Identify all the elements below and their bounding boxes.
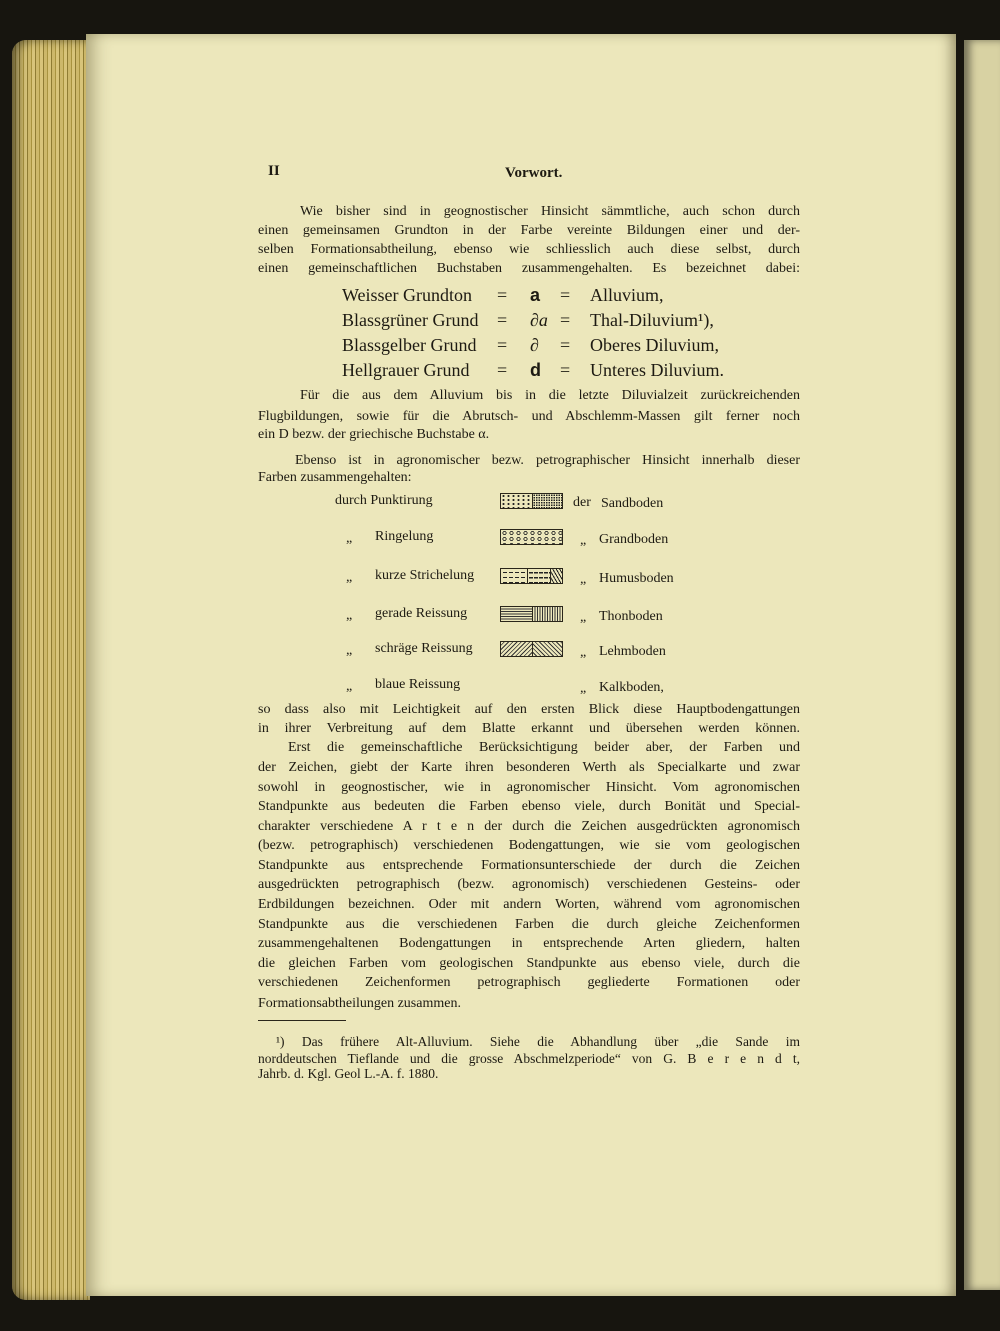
legend-label: durch Punktirung — [335, 493, 433, 508]
paragraph1-line: einen gemeinschaftlichen Buchstaben zusammengehalten. Es bezeichnet dabei: — [258, 261, 800, 276]
legend-result: Thonboden — [599, 609, 663, 624]
paragraph5-line: Standpunkte aus bedeuten die Farben ebenso viele, durch Bonität und Special- — [258, 799, 800, 814]
footnote-line: Jahrb. d. Kgl. Geol L.-A. f. 1880. — [258, 1066, 439, 1081]
next-page-edge — [964, 40, 1000, 1290]
pattern-part — [533, 642, 563, 656]
legend-result: Kalkboden, — [599, 680, 664, 695]
paragraph1-line: selben Formationsabtheilung, ebenso wie schliesslich auch diese selbst, durch — [258, 242, 800, 257]
paragraph5-line: verschiedenen Zeichenformen petrographisch gegliederte Formationen oder — [258, 975, 800, 990]
paragraph2-line: Für die aus dem Alluvium bis in die letzte Diluvialzeit zurückreichenden — [300, 388, 800, 403]
legend-label: gerade Reissung — [375, 606, 468, 621]
legend-result-prefix: „ — [580, 572, 587, 587]
legend-result-prefix: „ — [580, 533, 587, 548]
paragraph4-line: so dass also mit Leichtigkeit auf den ersten Blick diese Hauptbodengattungen — [258, 702, 800, 717]
paragraph5-line: ausgedrückten petrographisch (bezw. agronomisch) verschiedenen Gesteins- oder — [258, 877, 800, 892]
ditto-mark: „ — [346, 679, 353, 694]
pattern-part — [501, 569, 528, 583]
formula-result: Oberes Diluvium, — [590, 335, 719, 355]
paragraph1-line: einen gemeinsamen Grundton in der Farbe vereinte Bildungen einer und der- — [258, 223, 800, 238]
formula-result: Alluvium, — [590, 285, 664, 305]
pattern-part — [528, 569, 551, 583]
legend-result: Lehmboden — [599, 644, 666, 659]
formula-result: Unteres Diluvium. — [590, 360, 724, 380]
pattern-part — [501, 642, 533, 656]
legend-result: Grandboden — [599, 532, 669, 547]
formula-symbol: d — [530, 360, 541, 380]
legend-result: Humusboden — [599, 571, 674, 586]
paragraph5-line: der Zeichen, giebt der Karte ihren besonderen Werth als Specialkarte und zwar — [258, 760, 800, 775]
formula-symbol: ∂ — [530, 335, 539, 355]
paragraph5-line: charakter verschiedene A r t e n der durch die Zeichen ausgedrückten agronomisch — [258, 819, 800, 834]
equals-sign: = — [560, 335, 571, 355]
paragraph5-line: Standpunkte aus die verschiedenen Farben die durch gleiche Zeichenformen — [258, 917, 800, 932]
pattern-part — [533, 494, 563, 508]
equals-sign: = — [560, 310, 571, 330]
paragraph2-line: Flugbildungen, sowie für die Abrutsch- und Abschlemm-Massen gilt ferner noch — [258, 409, 800, 424]
legend-result: Sandboden — [601, 496, 664, 511]
footnote-rule — [258, 1020, 346, 1021]
legend-result-prefix: „ — [580, 610, 587, 625]
legend-label: blaue Reissung — [375, 677, 461, 692]
sand-pattern-swatch — [500, 493, 563, 509]
legend-result-prefix: „ — [580, 681, 587, 696]
page-title: Vorwort. — [505, 165, 563, 181]
equals-sign: = — [497, 360, 508, 380]
ditto-mark: „ — [346, 570, 353, 585]
pattern-part — [533, 607, 563, 621]
equals-sign: = — [560, 285, 571, 305]
grand-pattern-swatch — [500, 529, 563, 545]
paragraph5-line: sowohl in geognostischer, wie in agronomischer Hinsicht. Vom agronomischen — [258, 780, 800, 795]
legend-label: Ringelung — [375, 529, 434, 544]
paragraph5-line: zusammengehaltenen Bodengattungen in entsprechende Arten gliedern, halten — [258, 936, 800, 951]
paragraph5-line: Formationsabtheilungen zusammen. — [258, 996, 461, 1011]
legend-label: kurze Strichelung — [375, 568, 475, 583]
ditto-mark: „ — [346, 643, 353, 658]
footnote-line: norddeutschen Tieflande und die grosse Abschmelzperiode“ von G. B e r e n d t, — [258, 1051, 800, 1066]
pattern-part — [501, 607, 533, 621]
equals-sign: = — [497, 285, 508, 305]
humus-pattern-swatch — [500, 568, 563, 584]
formula-name: Blassgelber Grund — [342, 335, 477, 355]
equals-sign: = — [497, 310, 508, 330]
formula-symbol: ∂a — [530, 310, 548, 330]
formula-symbol: a — [530, 285, 541, 305]
paragraph5-line: Erst die gemeinschaftliche Berücksichtigung beider aber, der Farben und — [288, 740, 800, 755]
paragraph5-line: Erdbildungen bezeichnen. Oder mit andern Worten, während vom agronomischen — [258, 897, 800, 912]
paragraph4-line: in ihrer Verbreitung auf dem Blatte erkannt und übersehen werden können. — [258, 721, 800, 736]
pattern-part — [551, 569, 562, 583]
formula-name: Blassgrüner Grund — [342, 310, 479, 330]
paragraph3-line: Farben zusammengehalten: — [258, 470, 412, 485]
paragraph2-line: ein D bezw. der griechische Buchstabe α. — [258, 427, 490, 442]
footnote-line: ¹) Das frühere Alt-Alluvium. Siehe die Abhandlung über „die Sande im — [276, 1034, 800, 1049]
paragraph5-line: Standpunkte aus entsprechende Formationsunterschiede der durch die Zeichen — [258, 858, 800, 873]
formula-name: Weisser Grundton — [342, 285, 473, 305]
lehm-pattern-swatch — [500, 641, 563, 657]
equals-sign: = — [560, 360, 571, 380]
paragraph5-line: die gleichen Farben vom geologischen Standpunkte aus ebenso viele, durch die — [258, 956, 800, 971]
legend-result-prefix: der — [573, 495, 591, 510]
legend-result-prefix: „ — [580, 645, 587, 660]
page-number: II — [268, 163, 280, 179]
legend-label: schräge Reissung — [375, 641, 473, 656]
paragraph3-line: Ebenso ist in agronomischer bezw. petrographischer Hinsicht innerhalb dieser — [295, 453, 800, 468]
equals-sign: = — [497, 335, 508, 355]
formula-result: Thal-Diluvium¹), — [590, 310, 714, 330]
ditto-mark: „ — [346, 531, 353, 546]
formula-name: Hellgrauer Grund — [342, 360, 470, 380]
paragraph1-line: Wie bisher sind in geognostischer Hinsicht sämmtliche, auch schon durch — [300, 204, 800, 219]
thon-pattern-swatch — [500, 606, 563, 622]
ditto-mark: „ — [346, 608, 353, 623]
pattern-part — [501, 494, 533, 508]
pattern-part — [501, 530, 562, 544]
paragraph5-line: (bezw. petrographisch) verschiedenen Bodengattungen, wie sie vom geologischen — [258, 838, 800, 853]
book-page-edges — [12, 40, 90, 1300]
